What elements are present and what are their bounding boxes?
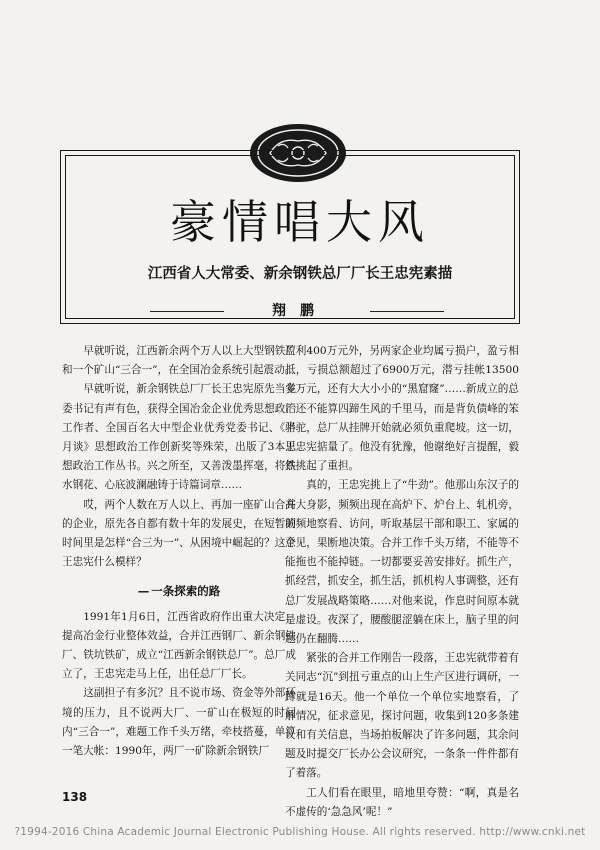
paragraph: 工人们看在眼里，暗地里夸赞：“啊，真是名不虚传的‘急急风’呢！” — [285, 786, 519, 818]
article-subtitle: 江西省人大常委、新余钢铁总厂厂长王忠宪素描 — [147, 266, 453, 282]
paragraph: 真的，王忠宪挑上了“牛劲”。他那山东汉子的高大身影，频频出现在高炉下、炉台上、轧机旁，频频地察看、访问，听取基层干部和职工、家属的意见，果断地决策。合并工作千头万绪，不能等不能拖也不能掉链。一切都要妥善安排好。抓生产，抓经营，抓安全，抓生活，抓机构人事调整，还有总厂发展战略策略……对他来说，作息时间原本就是虚设。夜深了，腰酸腿涩躺在床上，脑子里的问题仍在翻腾…… — [285, 479, 519, 646]
copyright-footer: ?1994-2016 China Academic Journal Electronic Publishing House. All rights reserved. http://www.cnki.net — [14, 826, 586, 838]
paragraph: 哎，两个人数在万人以上、再加一座矿山合并的企业，原先各自都有数十年的发展史，在短暂的时间里是怎样“合三为一”、从困境中崛起的？这个王忠宪什么模样？ — [62, 498, 296, 569]
page-number: 138 — [62, 790, 88, 804]
paragraph: 盈利400万元外，另两家企业均属亏损户，盈亏相抵，亏损总额超过了6900万元，潜亏挂帐13500多万元，还有大大小小的“黑窟窿”……新成立的总厂还不能算四蹄生风的千里马，而是背负债峰的笨骆驼，总厂从挂牌开始就必须负重爬坡。这一切，王忠宪掂量了。他没有犹豫，他谢绝好言提醒，毅然挑起了重担。 — [285, 345, 519, 473]
right-column — [285, 342, 519, 822]
article-author: 翔鹏 — [272, 303, 328, 319]
paragraph: 1991年1月6日，江西省政府作出重大决定：提高冶金行业整体效益，合并江西钢厂、新余钢铁厂、铁坑铁矿，成立“江西新余钢铁总厂”。总厂成立了，王忠宪走马上任，出任总厂厂长。 — [62, 610, 296, 681]
paragraph: 早就听说，江西新余两个万人以上大型钢铁厂和一个矿山“三合一”，在全国冶金系统引起震动。 — [62, 345, 296, 377]
author-rule-right — [370, 311, 444, 312]
article-title: 豪情唱大风 — [170, 195, 430, 249]
left-column — [62, 342, 296, 761]
paragraph: 早就听说，新余钢铁总厂厂长王忠宪原先当党委书记有声有色，获得全国冶金企业优秀思想政治工作者、全国百名大中型企业优秀党委书记、《半月谈》思想政治工作创新奖等殊荣，出版了3本思想政治工作丛书。兴之所至，又善泼墨挥毫，将铁水钢花、心底波澜融铸于诗篇词章…… — [62, 383, 296, 492]
paragraph: 这副担子有多沉？且不说市场、资金等外部环境的压力，且不说两大厂、一矿山在极短的时间内“三合一”，难题工作千头万绪，牵枝搭蔓，单算一笔大帐：1990年，两厂一矿除新余钢铁厂 — [62, 687, 296, 758]
paragraph: 紧张的合并工作刚告一段落，王忠宪就带着有关同志“沉”到扭亏重点的山上生产区进行调研，一蹲就是16天。他一个单位一个单位实地察看，了解情况，征求意见，探讨问题，收集到120多条建议和有关信息，当场拍板解决了许多问题，其余问题及时提交厂长办公会议研究，一条条一件件都有了着落。 — [285, 652, 519, 780]
section-heading: — 一条探索的路 — [62, 582, 296, 601]
